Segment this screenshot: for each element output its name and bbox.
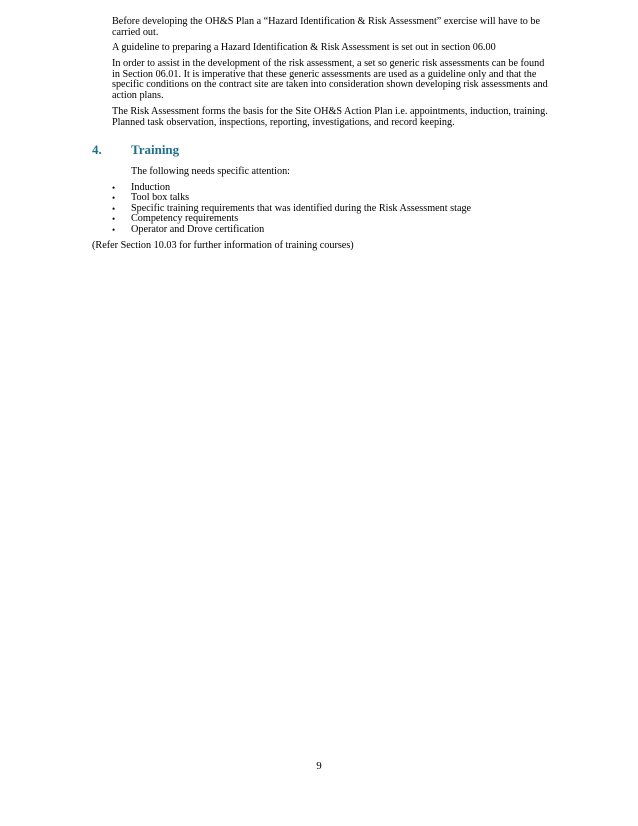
list-item-text: Induction bbox=[131, 182, 171, 193]
section-number: 4. bbox=[92, 142, 102, 157]
refer-note: (Refer Section 10.03 for further information of training courses) bbox=[92, 240, 354, 251]
training-bullet-list bbox=[112, 183, 471, 235]
list-item bbox=[112, 225, 471, 235]
paragraph-guideline: A guideline to preparing a Hazard Identification & Risk Assessment is set out in section 06.00 bbox=[112, 42, 496, 53]
section-title: Training bbox=[131, 142, 180, 157]
paragraph-generic-assessments: In order to assist in the development of the risk assessment, a set so generic risk assessments can be found in Section 06.01. It is imperative that these generic assessments are used as a guideline only and that the specific conditions on the contract site are taken into consideration shown developing risk assessments and action plans. bbox=[112, 58, 548, 101]
list-item-text: Competency requirements bbox=[131, 213, 239, 225]
bullet-icon: • bbox=[112, 224, 116, 235]
paragraph-hazard-exercise: Before developing the OH&S Plan a “Hazard Identification & Risk Assessment” exercise will have to be carried out. bbox=[112, 16, 541, 38]
list-item-text: Operator and Drove certification bbox=[131, 223, 265, 235]
bullet-icon: • bbox=[112, 193, 116, 204]
list-item-text: Specific training requirements that was identified during the Risk Assessment stage bbox=[131, 202, 472, 214]
paragraph-risk-assessment-basis: The Risk Assessment forms the basis for the Site OH&S Action Plan i.e. appointments, induction, training. Planned task observation, inspections, reporting, investigations, and record keeping. bbox=[112, 106, 548, 128]
list-item-text: Tool box talks bbox=[131, 192, 190, 204]
bullet-icon: • bbox=[112, 203, 116, 214]
bullet-icon: • bbox=[112, 214, 116, 225]
bullet-icon: • bbox=[112, 183, 116, 193]
section-intro: The following needs specific attention: bbox=[131, 166, 290, 177]
page-number: 9 bbox=[316, 760, 322, 772]
